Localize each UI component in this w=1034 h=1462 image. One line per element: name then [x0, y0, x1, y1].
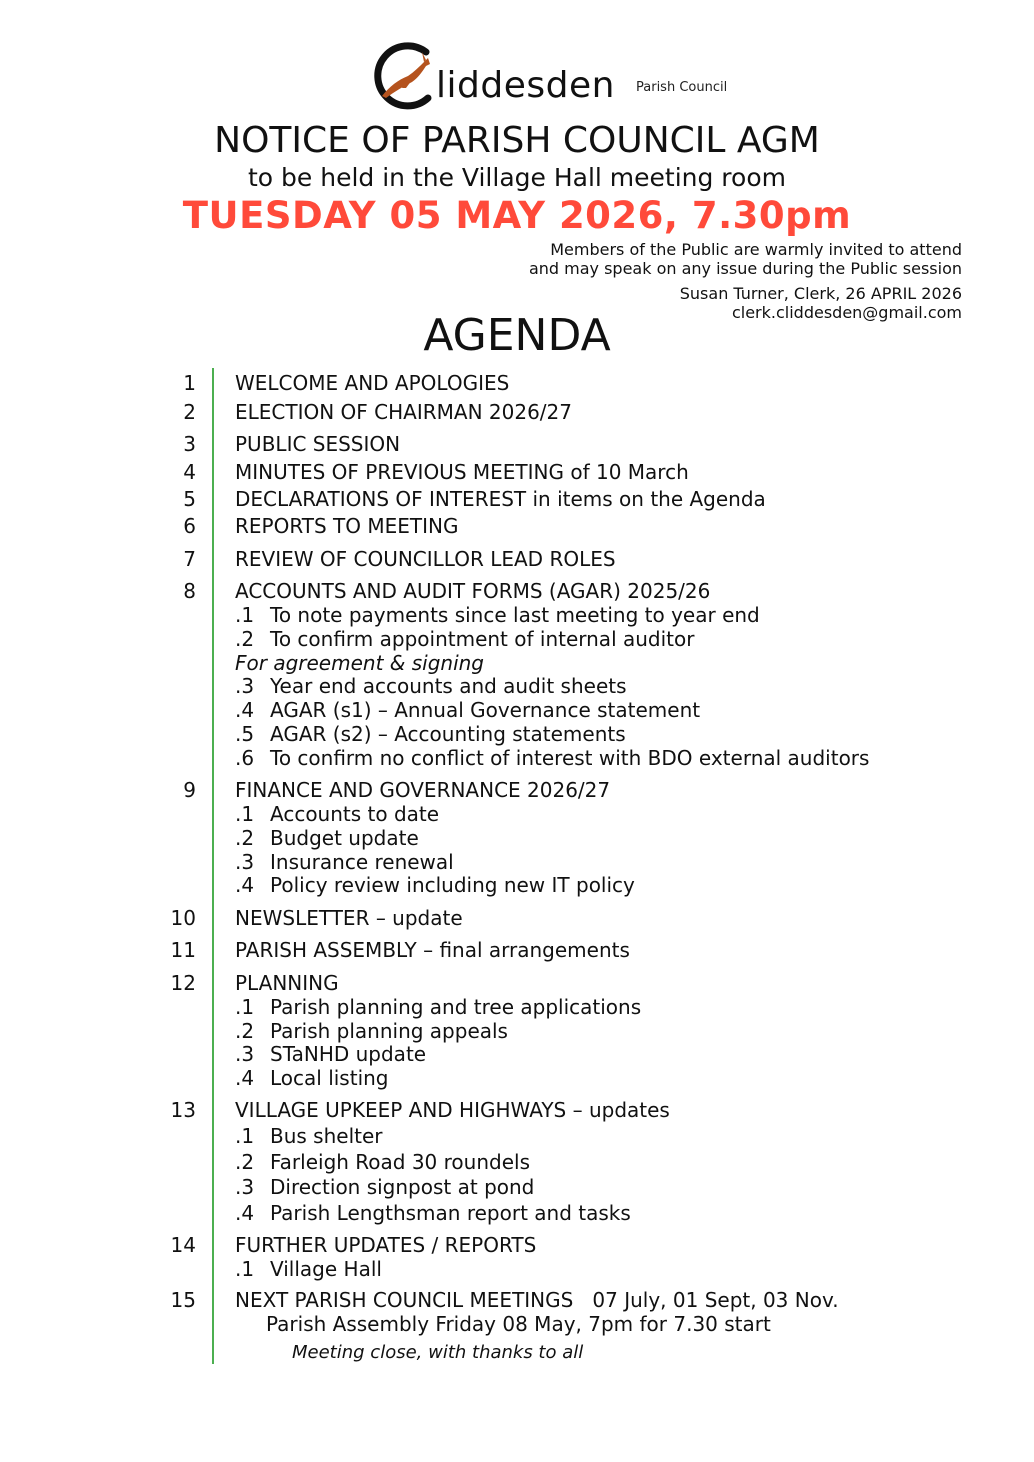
agenda-subitem — [235, 873, 635, 897]
agenda-subitem — [235, 1019, 508, 1043]
subitem-text: To confirm no conflict of interest with BDO external auditors — [270, 746, 870, 770]
agenda-item-number: 12 — [170, 971, 196, 995]
subitem-number: .2 — [235, 1019, 255, 1043]
agenda-subitem — [235, 627, 694, 651]
subitem-number: .6 — [235, 746, 255, 770]
agenda-subitem — [235, 1042, 426, 1066]
subitem-text: Policy review including new IT policy — [270, 873, 635, 897]
agenda-subitem — [235, 722, 626, 746]
agenda-item-text: FINANCE AND GOVERNANCE 2026/27 — [235, 778, 611, 802]
agenda-item-number: 2 — [183, 400, 196, 424]
agenda-item-number: 15 — [170, 1288, 196, 1312]
subitem-text: STaNHD update — [270, 1042, 427, 1066]
agenda-item-number: 13 — [170, 1098, 196, 1122]
agenda-item-text: WELCOME AND APOLOGIES — [235, 371, 510, 395]
agenda-item-text: PARISH ASSEMBLY – final arrangements — [235, 938, 630, 962]
meeting-date: TUESDAY 05 MAY 2026, 7.30pm — [182, 194, 852, 237]
agenda-item-text: MINUTES OF PREVIOUS MEETING of 10 March — [235, 460, 689, 484]
agenda-subitem — [235, 995, 641, 1019]
public-invite-line-1: Members of the Public are warmly invited to attend — [550, 240, 962, 259]
notice-title: NOTICE OF PARISH COUNCIL AGM — [214, 120, 820, 161]
subitem-text: To note payments since last meeting to year end — [270, 603, 760, 627]
agenda-item-number: 9 — [183, 778, 196, 802]
agenda-item-text: REPORTS TO MEETING — [235, 514, 459, 538]
subitem-number: .1 — [235, 1124, 255, 1148]
agenda-item-number: 3 — [183, 432, 196, 456]
logo-wordmark: liddesden — [436, 65, 615, 106]
agenda-item-number: 1 — [183, 371, 196, 395]
meeting-close-line: Meeting close, with thanks to all — [292, 1342, 584, 1363]
subitem-number: .4 — [235, 1201, 255, 1225]
agenda-heading: AGENDA — [423, 310, 611, 361]
agenda-subitem — [235, 802, 439, 826]
subitem-number: .1 — [235, 1257, 255, 1281]
agenda-item-text: DECLARATIONS OF INTEREST in items on the Agenda — [235, 487, 766, 511]
agenda-subitem — [235, 1124, 383, 1148]
agenda-item-number: 5 — [183, 487, 196, 511]
notice-subtitle: to be held in the Village Hall meeting room — [247, 163, 786, 192]
agenda-item-text: PUBLIC SESSION — [235, 432, 401, 456]
subitem-text: AGAR (s1) – Annual Governance statement — [270, 698, 701, 722]
agenda-subitem — [235, 603, 760, 627]
clerk-email: clerk.cliddesden@gmail.com — [731, 303, 962, 322]
agenda-subitem — [235, 698, 700, 722]
agenda-subitem — [235, 1201, 631, 1225]
subitem-number: .2 — [235, 1150, 255, 1174]
agenda-item-text: ELECTION OF CHAIRMAN 2026/27 — [235, 400, 572, 424]
subitem-text: Year end accounts and audit sheets — [270, 674, 627, 698]
agenda-item-number: 4 — [183, 460, 196, 484]
agenda-item-text: VILLAGE UPKEEP AND HIGHWAYS – updates — [235, 1098, 670, 1122]
agenda-item-number: 7 — [183, 547, 196, 571]
agenda-item-text: PLANNING — [235, 971, 339, 995]
subitem-text: Direction signpost at pond — [270, 1175, 535, 1199]
agenda-item-text: FURTHER UPDATES / REPORTS — [235, 1233, 537, 1257]
subitem-text: AGAR (s2) – Accounting statements — [270, 722, 626, 746]
subitem-number: .3 — [235, 1175, 255, 1199]
subitem-number: .2 — [235, 627, 255, 651]
agenda-item-number: 8 — [183, 579, 196, 603]
agenda-item-text: NEXT PARISH COUNCIL MEETINGS 07 July, 01 Sept, 03 Nov. — [235, 1288, 839, 1312]
subitem-text: Insurance renewal — [270, 850, 454, 874]
subitem-text: Farleigh Road 30 roundels — [270, 1150, 530, 1174]
agenda-item-number: 14 — [170, 1233, 196, 1257]
agenda-subitem — [235, 1175, 534, 1199]
agenda-item-text: NEWSLETTER – update — [235, 906, 463, 930]
subitem-text: Accounts to date — [270, 802, 440, 826]
subitem-number: .1 — [235, 802, 255, 826]
agreement-note: For agreement & signing — [235, 651, 484, 675]
agenda-item-text: REVIEW OF COUNCILLOR LEAD ROLES — [235, 547, 616, 571]
agenda-subitem — [235, 1150, 530, 1174]
public-invite-line-2: and may speak on any issue during the Public session — [528, 259, 962, 278]
agenda-subitem — [235, 1066, 389, 1090]
subitem-number: .3 — [235, 1042, 255, 1066]
subitem-number: .2 — [235, 826, 255, 850]
clerk-line: Susan Turner, Clerk, 26 APRIL 2026 — [679, 284, 962, 303]
subitem-text: Parish Lengthsman report and tasks — [270, 1201, 631, 1225]
subitem-text: Local listing — [270, 1066, 389, 1090]
subitem-text: Budget update — [270, 826, 419, 850]
subitem-number: .3 — [235, 674, 255, 698]
subitem-number: .5 — [235, 722, 255, 746]
subitem-number: .1 — [235, 995, 255, 1019]
agenda-divider-line — [212, 368, 214, 1364]
subitem-text: Parish planning and tree applications — [270, 995, 642, 1019]
agenda-item-number: 6 — [183, 514, 196, 538]
subitem-number: .1 — [235, 603, 255, 627]
assembly-line: Parish Assembly Friday 08 May, 7pm for 7.30 start — [266, 1312, 771, 1336]
hare-c-logo-icon — [368, 36, 438, 112]
subitem-number: .4 — [235, 1066, 255, 1090]
agenda-subitem — [235, 674, 627, 698]
logo-subtitle: Parish Council — [636, 80, 728, 95]
agenda-subitem — [235, 850, 454, 874]
agenda-subitem — [235, 746, 869, 770]
subitem-text: To confirm appointment of internal auditor — [270, 627, 695, 651]
agenda-subitem — [235, 1257, 382, 1281]
subitem-number: .4 — [235, 698, 255, 722]
agenda-item-number: 10 — [170, 906, 196, 930]
agenda-subitem — [235, 826, 419, 850]
subitem-text: Parish planning appeals — [270, 1019, 508, 1043]
subitem-text: Village Hall — [270, 1257, 382, 1281]
parish-logo — [368, 36, 748, 112]
agenda-item-number: 11 — [170, 938, 196, 962]
subitem-text: Bus shelter — [270, 1124, 383, 1148]
agenda-item-text: ACCOUNTS AND AUDIT FORMS (AGAR) 2025/26 — [235, 579, 711, 603]
subitem-number: .3 — [235, 850, 255, 874]
subitem-number: .4 — [235, 873, 255, 897]
